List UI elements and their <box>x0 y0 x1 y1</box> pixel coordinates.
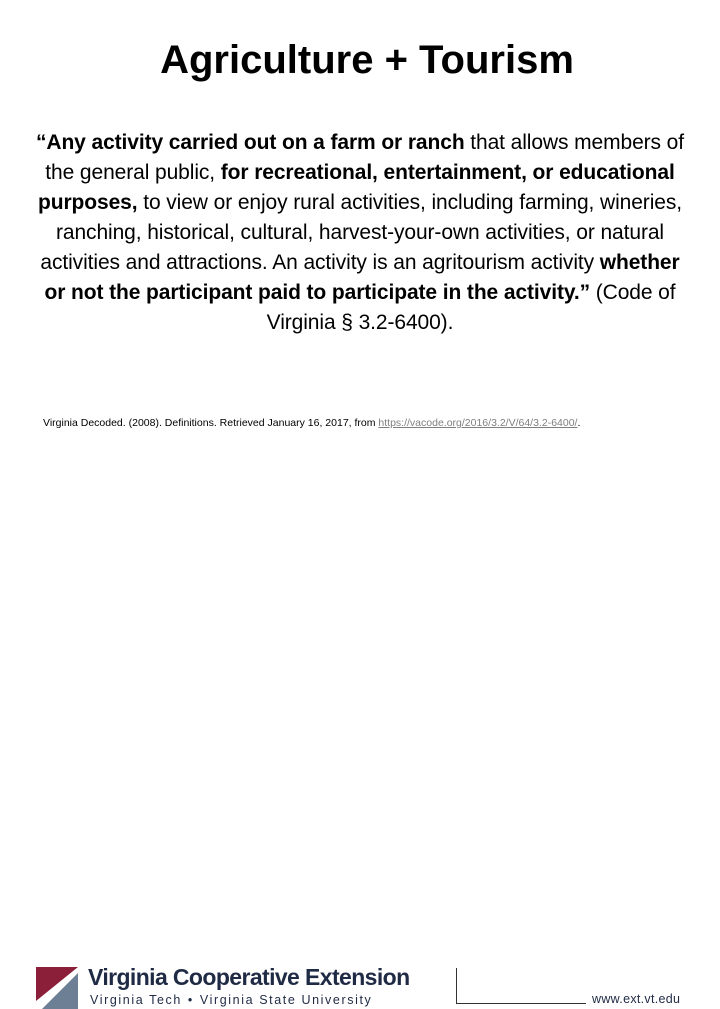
citation-link[interactable]: https://vacode.org/2016/3.2/V/64/3.2-6400/ <box>378 417 578 429</box>
university-vsu: Virginia State University <box>199 993 373 1007</box>
citation-text: Virginia Decoded. (2008). Definitions. Retrieved January 16, 2017, from <box>43 417 379 429</box>
vce-logo-icon <box>36 967 78 1009</box>
footer <box>0 480 720 1007</box>
citation <box>43 415 703 431</box>
org-subtitle <box>90 993 372 1007</box>
definition-bold-3: whether or not the participant paid to participate in the activity.” <box>44 251 680 304</box>
footer-divider-horizontal <box>456 1003 586 1004</box>
definition-bold-1: Any activity carried out on a farm or ranch <box>46 131 465 154</box>
definition-paragraph <box>34 128 686 338</box>
separator-dot: • <box>187 993 194 1007</box>
definition-text-2: to view or enjoy rural activities, including farming, wineries, ranching, historical, cultural, harvest-your-own activities, or natural activities and attractions. An activity is an agritourism activity <box>40 191 682 274</box>
citation-end: . <box>577 417 581 429</box>
definition-bold-2: for recreational, entertainment, or educational purposes, <box>38 161 675 214</box>
org-name: Virginia Cooperative Extension <box>88 964 410 990</box>
university-vt: Virginia Tech <box>90 993 182 1007</box>
definition-text-1: that allows members of the general public, <box>45 131 684 184</box>
footer-url[interactable]: www.ext.vt.edu <box>592 992 681 1006</box>
slide-title: Agriculture + Tourism <box>160 38 574 82</box>
definition-text-3: (Code of Virginia § 3.2-6400). <box>266 281 676 334</box>
quote-open: “ <box>35 131 47 154</box>
footer-divider-vertical <box>456 968 457 1004</box>
